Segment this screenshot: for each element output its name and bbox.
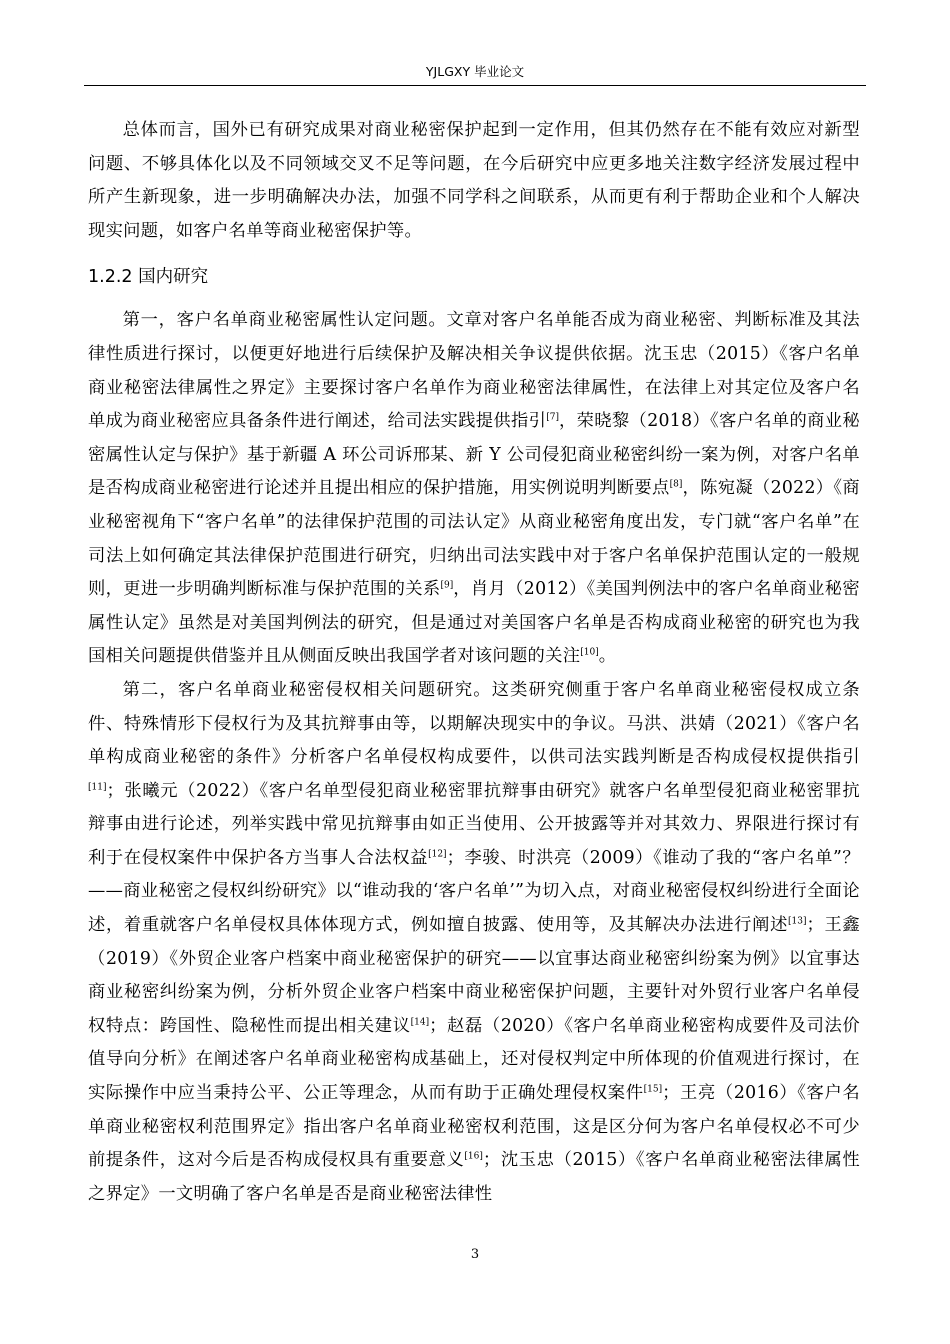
page-number: 3: [470, 1247, 480, 1262]
citation-ref: [9]: [440, 580, 454, 591]
text-run: ；王亮（2016）《客户名单商业秘密权利范围界定》指出客户名单商业秘密权利范围，这是区分何为客户名单侵权必不可少前提条件，这对今后是否构成侵权具有重要意义: [88, 1083, 860, 1171]
text-run: ；李骏、时洪亮（2009）《谁动了我的“客户名单”？——商业秘密之侵权纠纷研究》以“谁动我的‘客户名单’”为切入点，对商业秘密侵权纠纷进行全面论述，着重就客户名单侵权具体体现方式，例如擅自披露、使用等，及其解决办法进行阐述: [88, 847, 861, 936]
text-run: 。: [598, 646, 617, 667]
citation-ref: [13]: [788, 916, 807, 927]
section-heading: 1.2.2 国内研究: [88, 267, 209, 288]
text-run: ；沈玉忠（2015）《客户名单商业秘密法律属性之界定》一文明确了客户名单是否是商业秘密法律性: [88, 1150, 860, 1204]
main-content: [88, 114, 860, 1211]
citation-ref: [11]: [88, 781, 107, 792]
text-run: 第二，客户名单商业秘密侵权相关问题研究。这类研究侧重于客户名单商业秘密侵权成立条件、特殊情形下侵权行为及其抗辩事由等，以期解决现实中的争议。马洪、洪婧（2021）《客户名单构成商业秘密的条件》分析客户名单侵权构成要件，以供司法实践判断是否构成侵权提供指引: [88, 679, 860, 768]
page-header: [84, 62, 866, 86]
text-run: ；张曦元（2022）《客户名单型侵犯商业秘密罪抗辩事由研究》就客户名单型侵犯商业秘密罪抗辩事由进行论述，列举实践中常见抗辩事由如正当使用、公开披露等并对其效力、界限进行探讨有利于在侵权案件中保护各方当事人合法权益: [88, 780, 860, 868]
text-run: ，荣晓黎（2018）《客户名单的商业秘密属性认定与保护》基于新疆 A 环公司诉邢某、新 Y 公司侵犯商业秘密纠纷一案为例，对客户名单是否构成商业秘密进行论述并且提出相应的保护措施，用实例说明判断要点: [88, 411, 860, 499]
citation-ref: [8]: [669, 479, 683, 490]
header-title: YJLGXY 毕业论文: [425, 64, 525, 79]
text-run: ，陈宛凝（2022）《商业秘密视角下“客户名单”的法律保护范围的司法认定》从商业秘密角度出发，专门就“客户名单”在司法上如何确定其法律保护范围进行研究，归纳出司法实践中对于客户名单保护范围认定的一般规则，更进一步明确判断标准与保护范围的关系: [88, 478, 860, 600]
text-run: ；王鑫（2019）《外贸企业客户档案中商业秘密保护的研究——以宜事达商业秘密纠纷案为例》以宜事达商业秘密纠纷案为例，分析外贸企业客户档案中商业秘密保护问题，主要针对外贸行业客户名单侵权特点：跨国性、隐秘性而提出相关建议: [88, 915, 860, 1036]
text-run: ，肖月（2012）《美国判例法中的客户名单商业秘密属性认定》虽然是对美国判例法的研究，但是通过对美国客户名单是否构成商业秘密的研究也为我国相关问题提供借鉴并且从侧面反映出我国学者对该问题的关注: [88, 579, 860, 667]
citation-ref: [15]: [643, 1084, 663, 1095]
text-run: ；赵磊（2020）《客户名单商业秘密构成要件及司法价值导向分析》在阐述客户名单商业秘密构成基础上，还对侵权判定中所体现的价值观进行探讨，在实际操作中应当秉持公平、公正等理念，从而有助于正确处理侵权案件: [88, 1015, 860, 1104]
paragraph-summary: 总体而言，国外已有研究成果对商业秘密保护起到一定作用，但其仍然存在不能有效应对新型问题、不够具体化以及不同领域交叉不足等问题，在今后研究中应更多地关注数字经济发展过程中所产生新现象，进一步明确解决办法，加强不同学科之间联系，从而更有利于帮助企业和个人解决现实问题，如客户名单等商业秘密保护等。: [88, 120, 860, 241]
text-run: 第一，客户名单商业秘密属性认定问题。文章对客户名单能否成为商业秘密、判断标准及其法律性质进行探讨，以便更好地进行后续保护及解决相关争议提供依据。沈玉忠（2015）《客户名单商业秘密法律属性之界定》主要探讨客户名单作为商业秘密法律属性，在法律上对其定位及客户名单成为商业秘密应具备条件进行阐述，给司法实践提供指引: [88, 310, 860, 432]
paragraph-infringement-research: [88, 674, 860, 1212]
citation-ref: [14]: [410, 1017, 430, 1028]
citation-ref: [10]: [580, 647, 599, 658]
citation-ref: [7]: [546, 412, 560, 423]
citation-ref: [16]: [464, 1151, 483, 1162]
citation-ref: [12]: [428, 849, 447, 860]
paragraph-attribute-recognition: [88, 304, 860, 674]
